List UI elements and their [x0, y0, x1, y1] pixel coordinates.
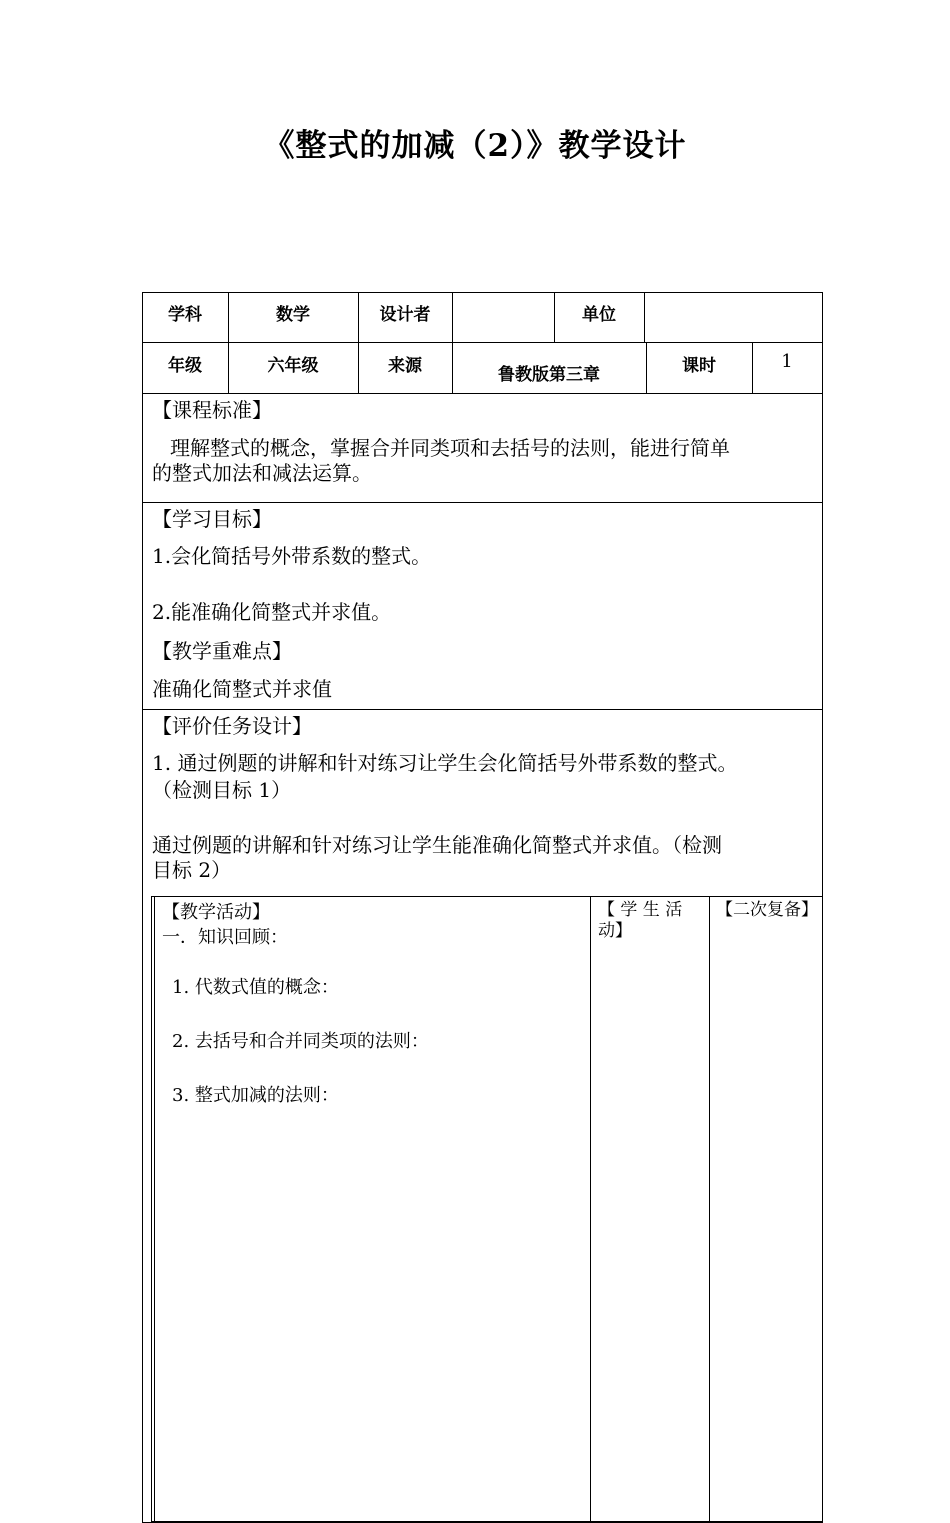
source-value: 鲁教版第三章 — [498, 365, 600, 385]
goals-header: 【学习目标】 — [152, 507, 272, 531]
standard-header: 【课程标准】 — [152, 398, 272, 422]
review-item-2: 2. 去括号和合并同类项的法则： — [172, 1031, 429, 1052]
evaluation-2-line2: 目标 2） — [152, 858, 232, 882]
review-item-3: 3. 整式加减的法则： — [172, 1085, 339, 1106]
evaluation-1-line2: （检测目标 1） — [152, 778, 292, 802]
designer-label: 设计者 — [379, 305, 431, 325]
standard-text-line2: 的整式加法和减法运算。 — [152, 461, 372, 485]
page-title: 《整式的加减（2）》教学设计 — [263, 128, 687, 164]
evaluation-1-line1: 1. 通过例题的讲解和针对练习让学生会化简括号外带系数的整式。 — [152, 751, 738, 775]
subject-value: 数学 — [276, 305, 310, 325]
goal-2: 2.能准确化简整式并求值。 — [152, 600, 392, 624]
student-activity-header-line2: 动】 — [598, 921, 632, 941]
student-activity-header-line1: 【 学 生 活 — [598, 900, 683, 920]
standard-text-line1: 理解整式的概念，掌握合并同类项和去括号的法则，能进行简单 — [170, 436, 730, 460]
key-points-header: 【教学重难点】 — [152, 639, 292, 663]
review-item-1: 1. 代数式值的概念： — [172, 977, 339, 998]
period-label: 课时 — [682, 356, 716, 376]
knowledge-review-title: 一．知识回顾： — [162, 927, 288, 948]
subject-label: 学科 — [168, 305, 202, 325]
grade-value: 六年级 — [267, 356, 319, 376]
evaluation-2-line1: 通过例题的讲解和针对练习让学生能准确化简整式并求值。（检测 — [152, 833, 722, 857]
teaching-activity-header: 【教学活动】 — [162, 902, 270, 923]
grade-label: 年级 — [168, 356, 202, 376]
source-label: 来源 — [388, 356, 422, 376]
goal-1: 1.会化简括号外带系数的整式。 — [152, 544, 432, 568]
period-value: 1 — [781, 351, 793, 372]
evaluation-header: 【评价任务设计】 — [152, 714, 312, 738]
unit-label: 单位 — [582, 305, 616, 325]
key-points-text: 准确化简整式并求值 — [152, 677, 332, 701]
second-review-header: 【二次复备】 — [716, 900, 818, 920]
